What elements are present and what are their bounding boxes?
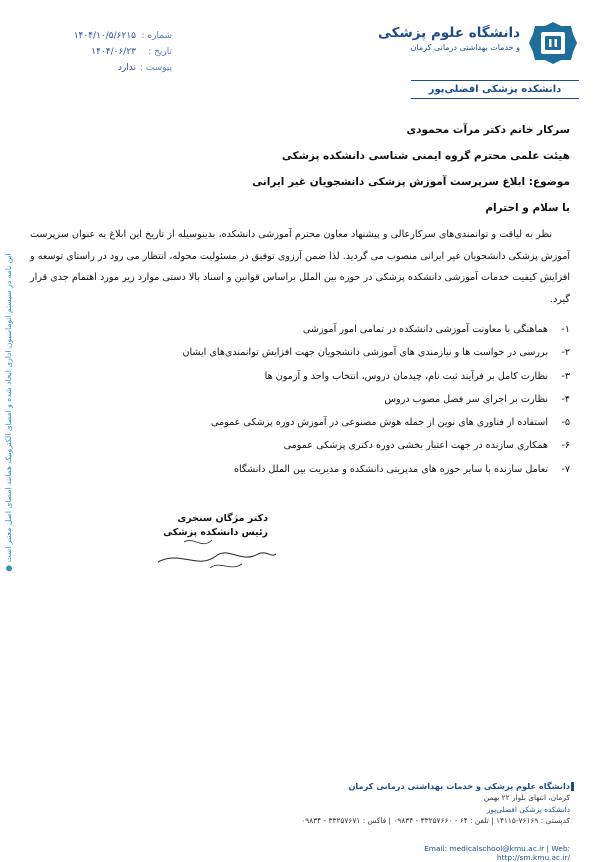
- footer-address: کرمان، انتهای بلوار ۲۲ بهمن: [483, 793, 570, 802]
- duty-text: بررسی در خواست ها و نیازمندی های آموزشی دانشجویان جهت افزایش توانمندی‌های ایشان: [182, 347, 548, 359]
- number-label: شماره :: [141, 31, 172, 41]
- main-paragraph: نظر به لیاقت و توانمندی‌های سرکارعالی و پیشنهاد معاون محترم آموزشی دانشکده، بدینوسیله از تاریخ این ابلاغ به عنوان سرپرست آموزش پزشکی دانشجویان غیر ایرانی منصوب می گردید. لذا ضمن آرزوی توفیق در مسئولیت محوله، انتظار می رود در راستای توسعه و افزایش کیفیت خدمات آموزشی دانشکده پزشکی در حوزه بین الملل براساس قوانین و اسناد بالا دستی موارد زیر مورد اهتمام جدی قرار گیرد.: [30, 229, 570, 305]
- university-subtitle: و خدمات بهداشتی درمانی کرمان: [410, 43, 520, 52]
- meta-attachment: [62, 60, 172, 76]
- footer-faculty: دانشکده پزشکی افضلی‌پور: [486, 804, 570, 814]
- duty-item: [30, 458, 570, 481]
- university-header: [378, 24, 520, 54]
- duty-number: ۲-: [561, 347, 570, 359]
- university-seal-icon: [527, 20, 579, 66]
- greeting: با سلام و احترام: [485, 202, 570, 214]
- footer-contacts: کدپستی : ۷۶۱۶۹-۱۴۱۱۵ | تلفن : ۶۴ - ۳۳۲۵۷۶۶۰ - ۰۹۸۳۴ | فاکس : ۳۳۲۵۷۶۷۱ - ۰۹۸۳۴: [301, 816, 570, 825]
- letter-footer: [30, 780, 570, 827]
- duty-item: [30, 388, 570, 411]
- duty-text: تعامل سازنده با سایر حوزه های مدیریتی دانشکده و مدیریت بین الملل دانشگاه: [233, 463, 548, 475]
- date-label: تاریخ :: [148, 47, 172, 57]
- footer-email-web[interactable]: Email: medicalschool@kmu.ac.ir | Web: http://sm.kmu.ac.ir/: [424, 844, 570, 862]
- duty-number: ۴-: [561, 393, 570, 405]
- attachment-value: ندارد: [117, 63, 136, 73]
- duty-item: [30, 365, 570, 388]
- meta-number: [62, 28, 172, 44]
- university-name: دانشگاه علوم پزشکی: [378, 25, 520, 41]
- number-value: ۱۴۰۴/۱۰/۵/۶۲۱۵: [73, 31, 136, 41]
- footer-accent-bar: [571, 782, 574, 791]
- duty-number: ۵-: [561, 417, 570, 429]
- duty-item: [30, 411, 570, 434]
- duties-list: [30, 318, 570, 481]
- duty-text: نظارت بر اجرای سر فصل مصوب دروس: [384, 393, 548, 405]
- duty-item: [30, 434, 570, 457]
- duty-number: ۶-: [561, 440, 570, 452]
- recipient-name: سرکار خانم دکتر مرآت محمودی: [406, 124, 570, 136]
- duty-number: ۳-: [561, 370, 570, 382]
- duty-number: ۱-: [561, 324, 570, 335]
- electronic-signature-note: این نامه در سیستم اتوماسیون اداری ایجاد شده و امضای الکترونیک همانند امضای اصل معتبر است ●: [4, 253, 13, 572]
- attachment-label: پیوست :: [139, 63, 172, 73]
- recipient-role: هیئت علمی محترم گروه ایمنی شناسی دانشکده پزشکی: [281, 150, 570, 162]
- date-value: ۱۴۰۴/۰۶/۲۳: [91, 47, 136, 57]
- duty-text: هماهنگی با معاونت آموزشی دانشکده در تمامی امور آموزشی: [302, 324, 548, 335]
- signature-block: [158, 512, 268, 540]
- signer-title: رئیس دانشکده پزشکی: [163, 527, 268, 538]
- duty-text: همکاری سازنده در جهت اعتبار بخشی دوره دکتری پزشکی عمومی: [283, 440, 548, 452]
- duty-number: ۷-: [561, 463, 570, 475]
- footer-title: دانشگاه علوم پزشکی و خدمات بهداشتی درمانی کرمان: [348, 781, 570, 791]
- faculty-name: دانشکده پزشکی افضلی‌پور: [411, 80, 579, 99]
- letter-body: [30, 120, 570, 481]
- signer-name: دکتر مژگان سنجری: [177, 513, 268, 524]
- duty-item: [30, 318, 570, 341]
- letter-subject: موضوع: ابلاغ سرپرست آموزش پزشکی دانشجویان غیر ایرانی: [252, 176, 570, 188]
- meta-date: [62, 44, 172, 60]
- duty-text: نظارت کامل بر فرآیند ثبت نام، چیدمان دروس، انتخاب واحد و آزمون ها: [264, 370, 548, 382]
- letter-meta: [62, 28, 172, 76]
- duty-item: [30, 341, 570, 364]
- side-note-container: [4, 240, 16, 585]
- duty-text: استفاده از فناوری های نوین از جمله هوش مصنوعی در آموزش دوره پزشکی عمومی: [211, 417, 548, 429]
